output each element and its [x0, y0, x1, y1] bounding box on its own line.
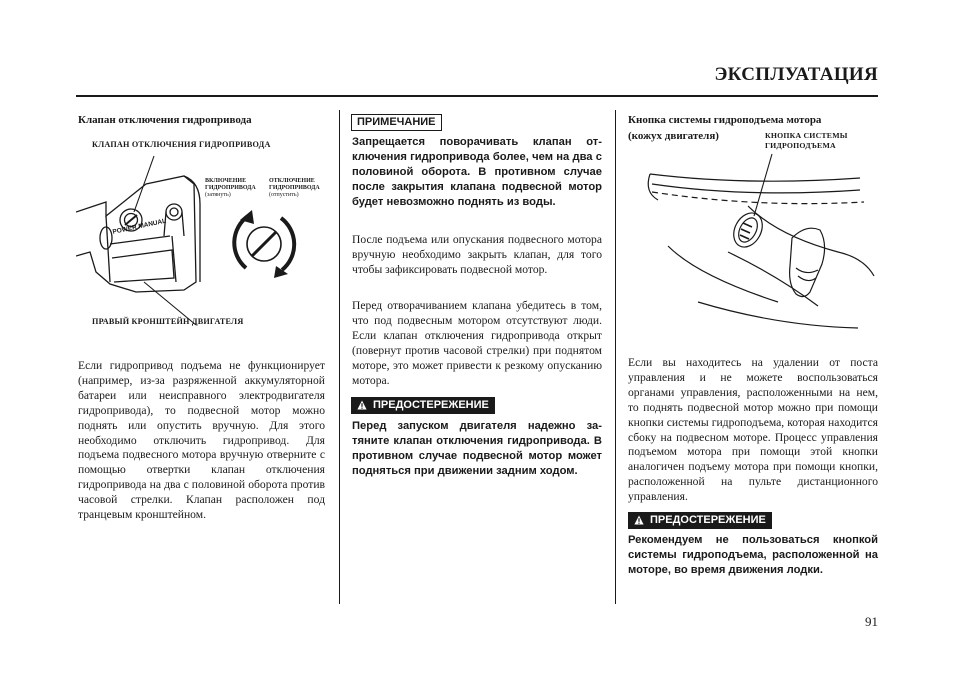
right-warning-text: Рекомендуем не пользоваться кнопкой системы гидроподъема, расположенной на моторе, во время движения лодки.: [628, 534, 878, 577]
middle-paragraph-1: После подъема или опускания подвесного мотора вручную необходимо закрыть клапан, для того чтобы зафиксировать подвесной мотор.: [352, 233, 602, 276]
disengage-label: ОТКЛЮЧЕНИЕ ГИДРОПРИВОДА (отпустить): [269, 178, 320, 198]
valve-figure: [76, 132, 338, 337]
engage-label: ВКЛЮЧЕНИЕ ГИДРОПРИВОДА (затянуть): [205, 178, 256, 198]
header-rule: [76, 95, 878, 97]
tilt-button-figure: [628, 126, 880, 338]
right-warning-label: ПРЕДОСТЕРЕЖЕНИЕ: [628, 512, 772, 529]
tilt-button-paragraph: Если вы находитесь на удалении от поста управления и не можете воспользоваться органами управления, расположенными на нем, то поднять подвесной мотор можно при помощи кнопки системы гидроподъема, которая находится сбоку на подвесном моторе. Процесс управления подъемом мотора при помощи этой кнопки аналогичен подъему мотора при помощи кнопки, расположенной на пульте дистанционного управления.: [628, 356, 878, 504]
valve-figure-label: КЛАПАН ОТКЛЮЧЕНИЯ ГИДРОПРИВОДА: [92, 140, 271, 149]
note-label: ПРИМЕЧАНИЕ: [351, 114, 442, 131]
note-text: Запрещается поворачивать клапан отключения гидропривода более, чем на два с половиной оборота. В противном случае после закрытия клапана подвесной мотор будет невозможно поднять из воды.: [352, 136, 602, 209]
tilt-button-heading: Кнопка системы гидроподъема мотора (кожух двигателя): [628, 114, 822, 142]
middle-warning-text: Перед запуском двигателя надежно затяните клапан отключения гидропривода. В противном случае подвесной мотор может подняться при движении задним ходом.: [352, 420, 602, 478]
warning-icon: [357, 400, 367, 410]
page-number: 91: [865, 614, 878, 629]
bracket-label: ПРАВЫЙ КРОНШТЕЙН ДВИГАТЕЛЯ: [92, 317, 244, 326]
warning-icon: [634, 515, 644, 525]
middle-warning-label: ПРЕДОСТЕРЕЖЕНИЕ: [351, 397, 495, 414]
valve-heading: Клапан отключения гидропривода: [78, 114, 252, 126]
valve-paragraph: Если гидропривод подъема не функционирует (например, из-за разряженной аккумуляторной батареи или неисправного электродвигателя гидропривода), то подвесной мотор можно поднять или опустить вручную. Для этого необходимо отключить гидропривод. Для подъема подвесного мотора вручную отверните с помощью отвертки клапан отключения гидропривода на два с половиной оборота против часовой стрелки. Клапан расположен под транцевым кронштейном.: [78, 359, 325, 522]
power-manual-text: POWER MANUAL: [112, 217, 167, 236]
page-title: ЭКСПЛУАТАЦИЯ: [714, 64, 878, 85]
middle-paragraph-2: Перед отворачиванием клапана убедитесь в том, что под подвесным мотором отсутствуют люди. Если клапан отключения гидропривода открыт (повернут против часовой стрелки) при поднятом моторе, это может привести к резкому опусканию мотора.: [352, 299, 602, 387]
column-divider-left: [339, 110, 340, 604]
tilt-button-label: КНОПКА СИСТЕМЫ ГИДРОПОДЪЕМА: [765, 131, 848, 150]
column-divider-right: [615, 110, 616, 604]
tilt-button-drawing: [628, 126, 880, 338]
